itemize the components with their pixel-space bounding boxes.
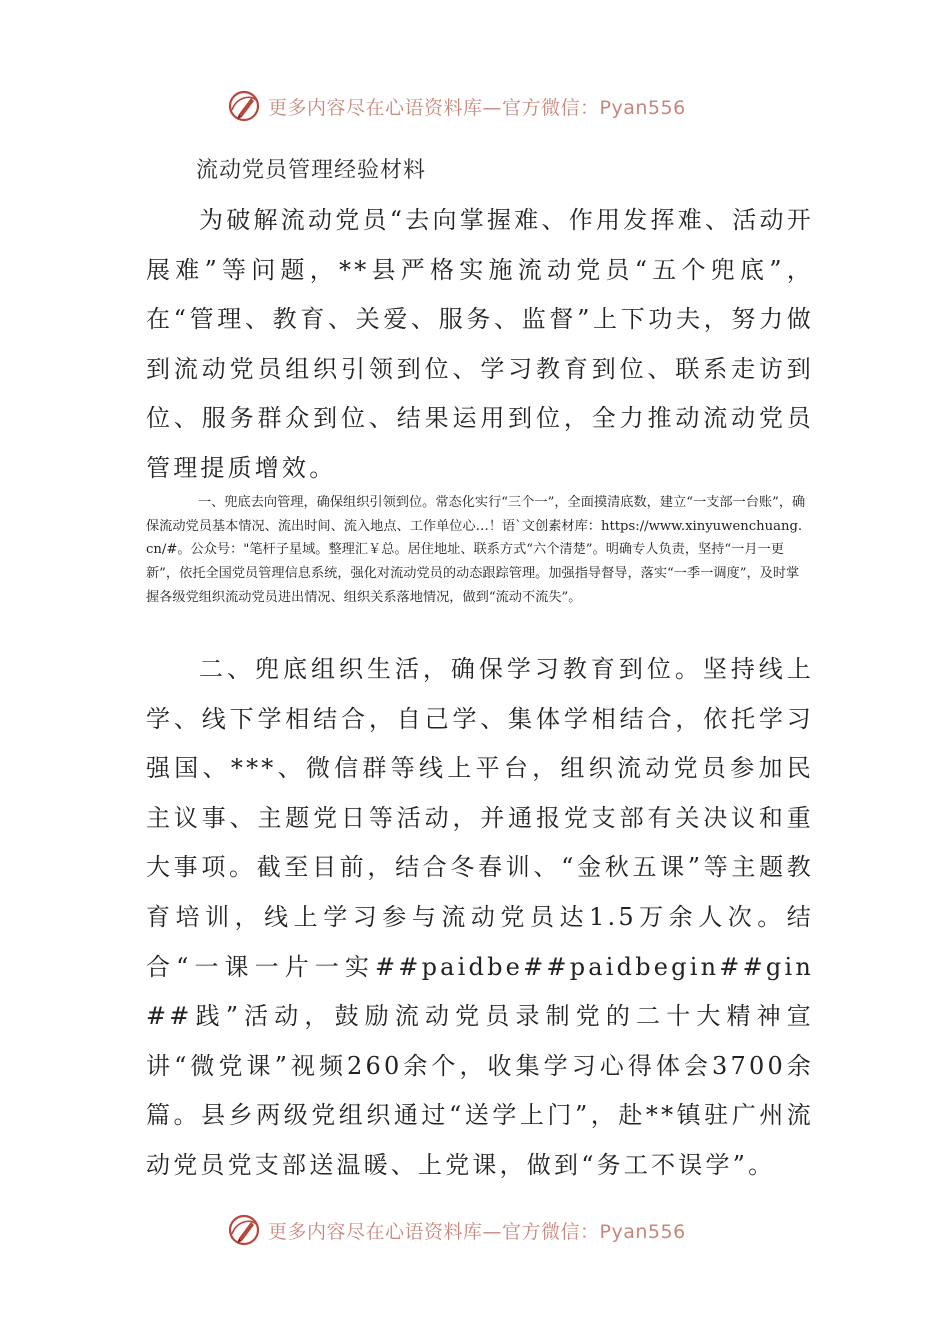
footer-banner-text: 更多内容尽在心语资料库—官方微信：Pyan556 (268, 1220, 686, 1243)
pen-nib-swirl-icon (226, 1212, 262, 1248)
header-banner-text: 更多内容尽在心语资料库—官方微信：Pyan556 (268, 96, 686, 119)
paragraph-intro: 为破解流动党员“去向掌握难、作用发挥难、活动开展难”等问题，**县严格实施流动党员“五个兜底”，在“管理、教育、关爱、服务、监督”上下功夫，努力做到流动党员组织引领到位、学习教育到位、联系走访到位、服务群众到位、结果运用到位，全力推动流动党员管理提质增效。 (146, 206, 814, 482)
paragraph-section-one: 一、兜底去向管理，确保组织引领到位。常态化实行“三个一”，全面摸清底数，建立“一支部一台账”，确保流动党员基本情况、流出时间、流入地点、工作单位心…！语`文创素材库：https://www.xinyuwenchuang.cn/#。公众号："笔杆子星域。整理汇￥总。居住地址、联系方式“六个清楚”。明确专人负责，坚持“一月一更新”，依托全国党员管理信息系统，强化对流动党员的动态跟踪管理。加强指导督导，落实“一季一调度”，及时掌握各级党组织流动党员进出情况、组织关系落地情况，做到“流动不流失”。 (146, 495, 806, 605)
footer-banner (226, 1210, 746, 1250)
pen-nib-swirl-icon (226, 88, 262, 124)
paragraph-section-two: 二、兜底组织生活，确保学习教育到位。坚持线上学、线下学相结合，自己学、集体学相结合，依托学习强国、***、微信群等线上平台，组织流动党员参加民主议事、主题党日等活动，并通报党支部有关决议和重大事项。截至目前，结合冬春训、“金秋五课”等主题教育培训，线上学习参与流动党员达1.5万余人次。结合“一课一片一实##paidbe##paidbegin##gin##践”活动，鼓励流动党员录制党的二十大精神宣讲“微党课”视频260余个，收集学习心得体会3700余篇。县乡两级党组织通过“送学上门”，赴**镇驻广州流动党员党支部送温暖、上党课，做到“务工不误学”。 (146, 655, 814, 1179)
document-title: 流动党员管理经验材料 (196, 158, 427, 183)
header-banner (226, 86, 746, 126)
